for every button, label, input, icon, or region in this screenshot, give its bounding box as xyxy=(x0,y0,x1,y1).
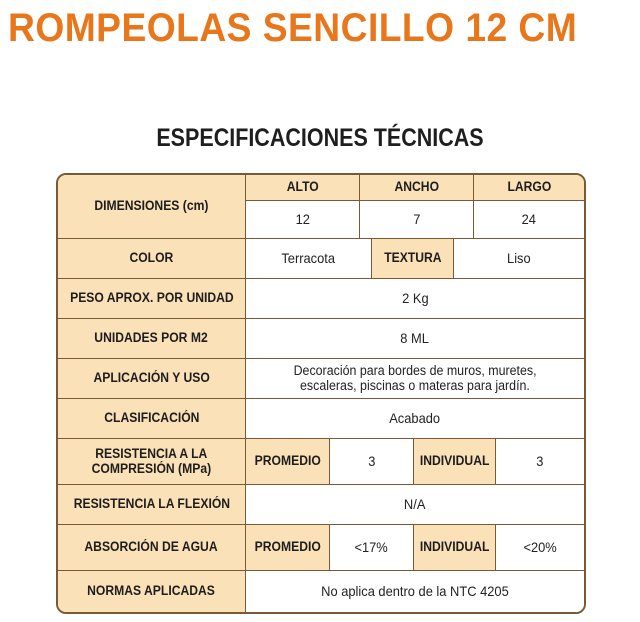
section-title: ESPECIFICACIONES TÉCNICAS xyxy=(156,124,484,152)
height-value: 12 xyxy=(246,201,360,239)
width-header: ANCHO xyxy=(360,175,474,201)
compression-average-value: 3 xyxy=(330,439,414,485)
specifications-table xyxy=(56,173,586,614)
weight-label: PESO APROX. POR UNIDAD xyxy=(58,279,246,319)
width-value: 7 xyxy=(360,201,474,239)
flexion-value: N/A xyxy=(246,485,584,525)
flexion-label: RESISTENCIA LA FLEXIÓN xyxy=(58,485,246,525)
texture-label: TEXTURA xyxy=(372,239,454,279)
absorption-average-label: PROMEDIO xyxy=(246,525,330,571)
absorption-individual-label: INDIVIDUAL xyxy=(414,525,496,571)
page-title: ROMPEOLAS SENCILLO 12 CM xyxy=(8,6,578,50)
units-value: 8 ML xyxy=(246,319,584,359)
color-value: Terracota xyxy=(246,239,372,279)
application-label: APLICACIÓN Y USO xyxy=(58,359,246,399)
classification-label: CLASIFICACIÓN xyxy=(58,399,246,439)
compression-label: RESISTENCIA A LA COMPRESIÓN (MPa) xyxy=(58,439,246,485)
standards-label: NORMAS APLICADAS xyxy=(58,571,246,612)
compression-average-label: PROMEDIO xyxy=(246,439,330,485)
absorption-label: ABSORCIÓN DE AGUA xyxy=(58,525,246,571)
texture-value: Liso xyxy=(454,239,584,279)
standards-value: No aplica dentro de la NTC 4205 xyxy=(246,571,584,612)
compression-individual-label: INDIVIDUAL xyxy=(414,439,496,485)
application-value: Decoración para bordes de muros, muretes, escaleras, piscinas o materas para jardín. xyxy=(246,359,584,399)
weight-value: 2 Kg xyxy=(246,279,584,319)
units-label: UNIDADES POR M2 xyxy=(58,319,246,359)
length-value: 24 xyxy=(474,201,584,239)
absorption-individual-value: <20% xyxy=(496,525,584,571)
absorption-average-value: <17% xyxy=(330,525,414,571)
height-header: ALTO xyxy=(246,175,360,201)
dimensions-label: DIMENSIONES (cm) xyxy=(58,175,246,239)
classification-value: Acabado xyxy=(246,399,584,439)
length-header: LARGO xyxy=(474,175,584,201)
color-label: COLOR xyxy=(58,239,246,279)
compression-individual-value: 3 xyxy=(496,439,584,485)
